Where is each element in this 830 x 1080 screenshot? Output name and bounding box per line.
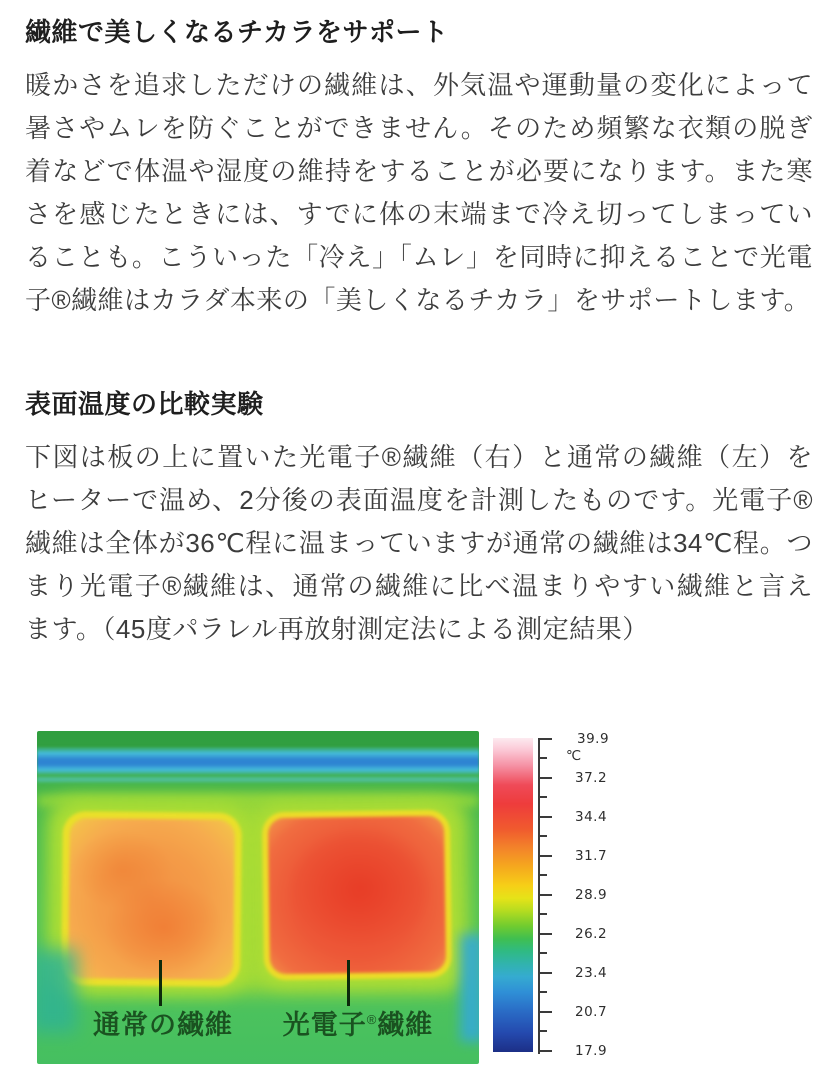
normal-fiber-pointer-line	[159, 960, 162, 1006]
scale-tick-label: 17.9	[575, 1043, 608, 1059]
normal-fiber-label: 通常の繊維	[93, 1010, 233, 1040]
registered-trademark-symbol: ®	[366, 1012, 378, 1027]
koudenshi-fiber-label	[265, 1003, 451, 1042]
scale-tick-label: 23.4	[575, 965, 608, 981]
scale-tick-label: 28.9	[575, 887, 608, 903]
section1-heading: 繊維で美しくなるチカラをサポート	[25, 17, 449, 47]
scale-tick-label: 34.4	[575, 809, 608, 825]
thermal-sample-normal-fiber	[68, 818, 235, 980]
scale-tick-label: 20.7	[575, 1004, 608, 1020]
scale-tick-label: 31.7	[575, 848, 608, 864]
section2-heading: 表面温度の比較実験	[25, 389, 264, 419]
section1-body: 暖かさを追求しただけの繊維は、外気温や運動量の変化によって暑さやムレを防ぐことができません。そのため頻繁な衣類の脱ぎ着などで体温や湿度の維持をすることが必要になります。また寒さを感じたときには、すでに体の末端まで冷え切ってしまっていることも。こういった「冷え」「ムレ」を同時に抑えることで光電子®繊維はカラダ本来の「美しくなるチカラ」をサポートします。	[25, 70, 813, 315]
section2-body: 下図は板の上に置いた光電子®繊維（右）と通常の繊維（左）をヒーターで温め、2分後の表面温度を計測したものです。光電子®繊維は全体が36℃程に温まっていますが通常の繊維は34℃程。つまり光電子®繊維は、通常の繊維に比べ温まりやすい繊維と言えます。（45度パラレル再放射測定法による測定結果）	[25, 442, 813, 644]
thermal-sample-koudenshi-fiber	[268, 816, 446, 974]
scale-tick-label: 26.2	[575, 926, 608, 942]
temperature-colorbar	[493, 738, 533, 1052]
thermal-teal-patch	[37, 949, 77, 1033]
scale-tick-label: 39.9	[577, 731, 610, 747]
thermal-thin-blue-line	[37, 777, 479, 782]
scale-tick-label: 37.2	[575, 770, 608, 786]
koudenshi-label-suffix: 繊維	[377, 1010, 434, 1040]
colorbar-tick-axis	[538, 738, 552, 1054]
scale-unit-label: ℃	[566, 748, 582, 764]
thermal-image	[37, 731, 479, 1064]
thermal-blue-stripe	[37, 747, 479, 775]
koudenshi-fiber-pointer-line	[347, 960, 350, 1006]
thermal-cyan-edge	[460, 934, 479, 1042]
koudenshi-label-text: 光電子	[282, 1010, 367, 1040]
